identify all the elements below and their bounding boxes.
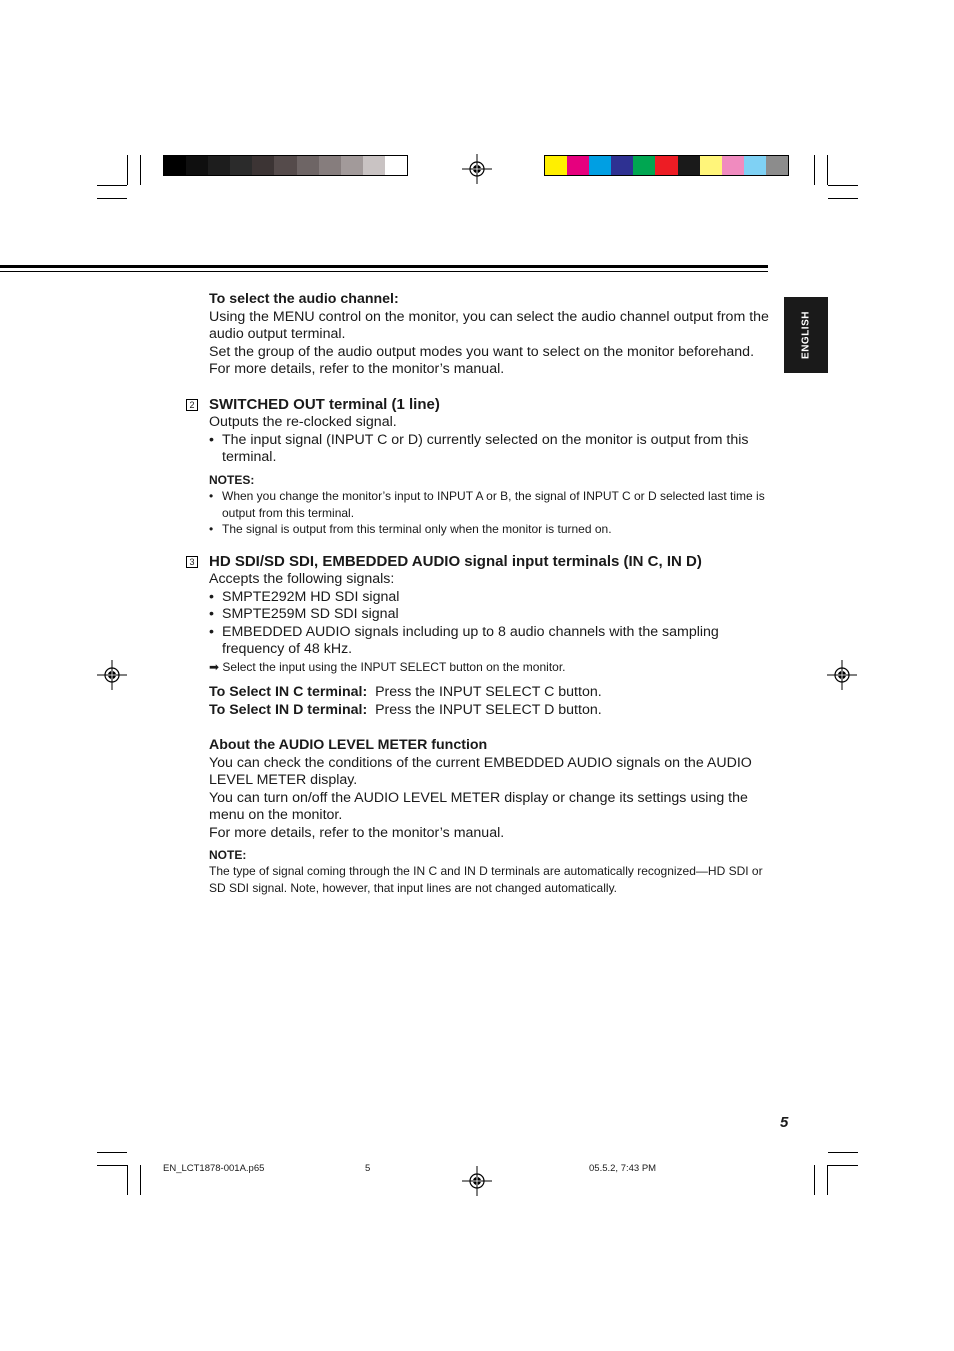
- gray-swatch: [363, 156, 385, 175]
- list-item: • EMBEDDED AUDIO signals including up to 8 audio channels with the sampling frequency of 48 kHz.: [209, 624, 769, 659]
- language-tab: [784, 297, 828, 373]
- crop-mark: [140, 155, 141, 185]
- crop-mark: [97, 1152, 127, 1153]
- section-intro: Accepts the following signals:: [209, 571, 395, 587]
- color-swatch: [722, 156, 744, 175]
- color-swatch: [589, 156, 611, 175]
- list-item: • SMPTE292M HD SDI signal: [209, 589, 769, 607]
- select-in-c-row: [209, 684, 769, 702]
- audio-level-meter-paragraph: You can check the conditions of the current EMBEDDED AUDIO signals on the AUDIO LEVEL METER display.: [209, 754, 752, 789]
- grayscale-bar: [163, 155, 408, 176]
- gray-swatch: [186, 156, 208, 175]
- list-item: • The input signal (INPUT C or D) currently selected on the monitor is output from this terminal.: [209, 432, 769, 467]
- audio-channel-section: [209, 291, 769, 379]
- gray-swatch: [319, 156, 341, 175]
- select-in-c-text: Press the INPUT SELECT C button.: [375, 684, 602, 701]
- crop-mark: [140, 1165, 141, 1195]
- note-title: NOTE:: [209, 847, 247, 862]
- color-bar: [544, 155, 789, 176]
- section-number-box: 2: [186, 399, 198, 411]
- registration-mark-icon: [97, 660, 127, 690]
- gray-swatch: [297, 156, 319, 175]
- select-in-d-label: To Select IN D terminal:: [209, 702, 368, 719]
- crop-mark: [127, 1165, 128, 1195]
- color-swatch: [678, 156, 700, 175]
- select-in-d-text: Press the INPUT SELECT D button.: [375, 702, 602, 719]
- gray-swatch: [208, 156, 230, 175]
- registration-mark-icon: [827, 660, 857, 690]
- color-swatch: [655, 156, 677, 175]
- crop-mark: [828, 185, 858, 186]
- crop-mark: [127, 155, 128, 185]
- crop-mark: [827, 1165, 828, 1195]
- arrow-note: [209, 659, 769, 676]
- crop-mark: [828, 1165, 858, 1166]
- gray-swatch: [274, 156, 296, 175]
- audio-channel-paragraph: Set the group of the audio output modes you want to select on the monitor beforehand. For more details, refer to the monitor’s manual.: [209, 343, 755, 378]
- input-terminals-section: [209, 553, 769, 720]
- section-heading: HD SDI/SD SDI, EMBEDDED AUDIO signal input terminals (IN C, IN D): [209, 553, 702, 570]
- footer-date: 05.5.2, 7:43 PM: [589, 1163, 657, 1174]
- color-swatch: [700, 156, 722, 175]
- audio-level-meter-title: About the AUDIO LEVEL METER function: [209, 737, 488, 753]
- gray-swatch: [341, 156, 363, 175]
- arrow-note-text: Select the input using the INPUT SELECT button on the monitor.: [222, 659, 566, 674]
- crop-mark: [828, 198, 858, 199]
- audio-channel-paragraph: Using the MENU control on the monitor, you can select the audio channel output from the audio output terminal.: [209, 308, 769, 343]
- crop-mark: [97, 185, 127, 186]
- note-item: • The signal is output from this terminal only when the monitor is turned on.: [209, 521, 769, 538]
- gray-swatch: [164, 156, 186, 175]
- note-text: The type of signal coming through the IN C and IN D terminals are automatically recognized—HD SDI or SD SDI signal. Note, however, that input lines are not changed automatically.: [209, 864, 763, 895]
- header-rule: [0, 265, 768, 268]
- page-number: 5: [780, 1114, 789, 1131]
- color-swatch: [766, 156, 788, 175]
- crop-mark: [827, 155, 828, 185]
- switched-out-section: [209, 396, 769, 538]
- crop-mark: [828, 1152, 858, 1153]
- notes-title: NOTES:: [209, 472, 255, 487]
- select-in-c-label: To Select IN C terminal:: [209, 684, 368, 701]
- note-item: • When you change the monitor’s input to INPUT A or B, the signal of INPUT C or D selected last time is output from this terminal.: [209, 488, 769, 521]
- registration-mark-icon: [462, 154, 492, 184]
- footer-filename: EN_LCT1878-001A.p65: [163, 1163, 265, 1174]
- color-swatch: [633, 156, 655, 175]
- arrow-icon: ➡: [209, 659, 220, 674]
- section-intro: Outputs the re-clocked signal.: [209, 414, 397, 430]
- header-rule-thin: [0, 271, 768, 272]
- section-number-box: 3: [186, 556, 198, 568]
- audio-level-meter-paragraph: You can turn on/off the AUDIO LEVEL METER display or change its settings using the menu on the monitor.: [209, 789, 748, 824]
- registration-mark-icon: [462, 1166, 492, 1196]
- language-tab-label: ENGLISH: [800, 311, 812, 359]
- gray-swatch: [230, 156, 252, 175]
- select-in-d-row: [209, 702, 769, 720]
- color-swatch: [744, 156, 766, 175]
- audio-channel-title: To select the audio channel:: [209, 291, 399, 307]
- crop-mark: [97, 1165, 127, 1166]
- list-item: • SMPTE259M SD SDI signal: [209, 606, 769, 624]
- gray-swatch: [385, 156, 407, 175]
- crop-mark: [814, 1165, 815, 1195]
- color-swatch: [611, 156, 633, 175]
- footer-page: 5: [365, 1163, 371, 1174]
- color-swatch: [567, 156, 589, 175]
- section-heading: SWITCHED OUT terminal (1 line): [209, 396, 440, 413]
- audio-level-meter-paragraph: For more details, refer to the monitor’s manual.: [209, 824, 505, 841]
- crop-mark: [814, 155, 815, 185]
- color-swatch: [545, 156, 567, 175]
- crop-mark: [97, 198, 127, 199]
- gray-swatch: [252, 156, 274, 175]
- audio-level-meter-section: [209, 737, 769, 896]
